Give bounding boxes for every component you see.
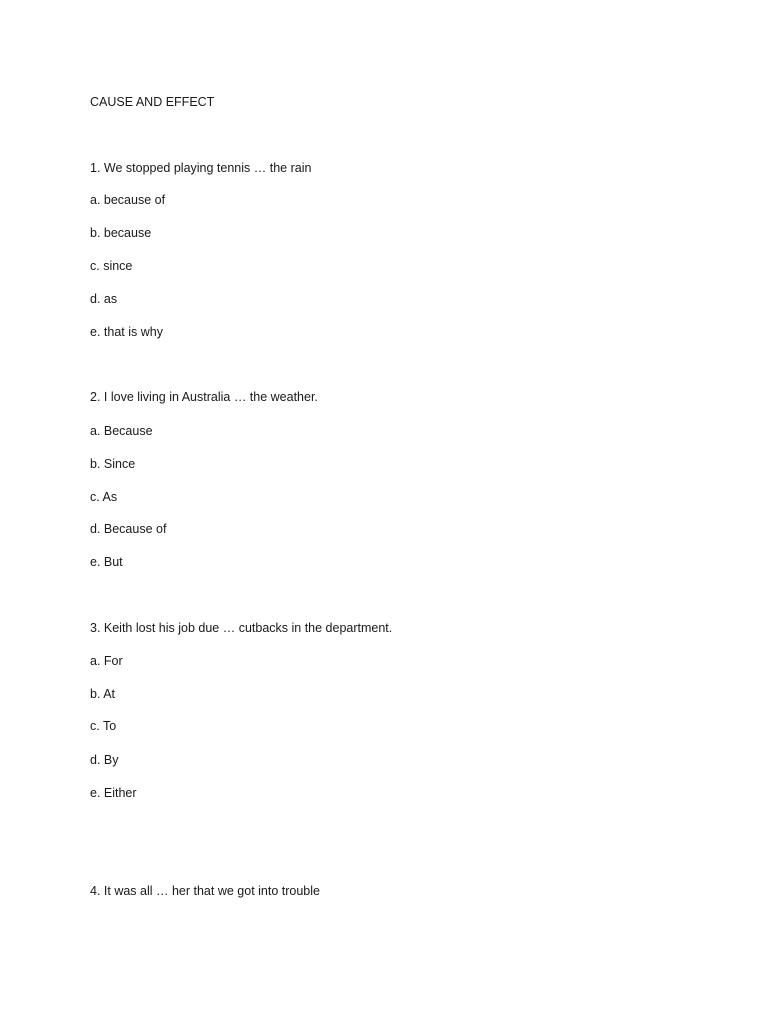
question-1-stem: 1. We stopped playing tennis … the rain bbox=[90, 161, 312, 175]
question-1-option-e: e. that is why bbox=[90, 325, 163, 339]
question-2-option-d: d. Because of bbox=[90, 522, 167, 536]
question-4-stem: 4. It was all … her that we got into trouble bbox=[90, 884, 320, 898]
question-3-option-c: c. To bbox=[90, 719, 117, 733]
question-3-option-b: b. At bbox=[90, 687, 116, 701]
question-1-option-c: c. since bbox=[90, 259, 133, 273]
question-1-option-b: b. because bbox=[90, 226, 152, 240]
page-title: CAUSE AND EFFECT bbox=[90, 95, 215, 109]
question-3-option-a: a. For bbox=[90, 654, 123, 668]
question-1-option-a: a. because of bbox=[90, 193, 166, 207]
question-3-option-e: e. Either bbox=[90, 786, 137, 800]
question-2-option-e: e. But bbox=[90, 555, 123, 569]
question-2-option-c: c. As bbox=[90, 490, 118, 504]
question-2-option-a: a. Because bbox=[90, 424, 153, 438]
question-1-option-d: d. as bbox=[90, 292, 118, 306]
question-3-option-d: d. By bbox=[90, 753, 119, 767]
question-3-stem: 3. Keith lost his job due … cutbacks in the department. bbox=[90, 621, 393, 635]
question-2-option-b: b. Since bbox=[90, 457, 136, 471]
question-2-stem: 2. I love living in Australia … the weather. bbox=[90, 390, 318, 404]
